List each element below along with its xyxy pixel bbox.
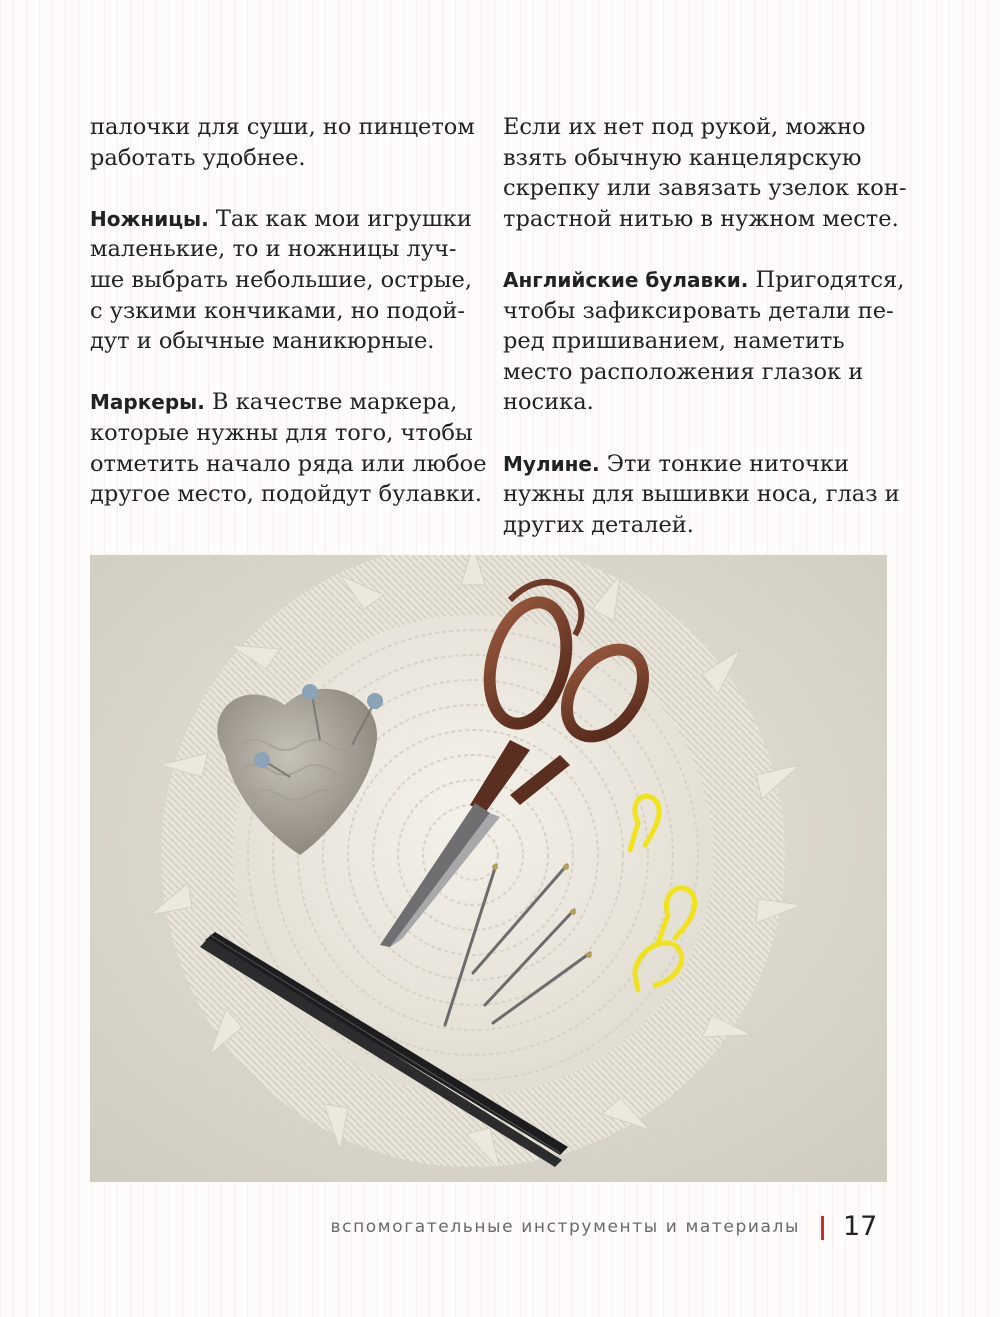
paragraph-text: В качестве маркера, которые нужны для того, чтобы отметить начало ряда или любое другое место, подойдут булавки. — [90, 389, 487, 508]
footer-separator — [821, 1216, 824, 1240]
text-column-right — [503, 112, 913, 571]
paragraph-text: Эти тонкие ниточки нужны для вышивки носа, глаз и других деталей. — [503, 450, 900, 538]
paragraph-safety-pins — [503, 265, 913, 418]
term-scissors: Ножницы. — [90, 206, 209, 231]
pin-head — [367, 693, 383, 709]
pin-head — [302, 684, 318, 700]
text-column-left — [90, 112, 490, 540]
paragraph-text: Если их нет под рукой, можно взять обычную канцелярскую скрепку или завязать узелок кон-трастной нитью в нужном месте. — [503, 114, 907, 232]
tools-photo — [90, 555, 887, 1182]
paragraph-scissors — [90, 204, 490, 357]
paragraph-floss — [503, 449, 913, 541]
page-number: 17 — [843, 1211, 878, 1242]
term-floss: Мулине. — [503, 451, 600, 476]
term-safety-pins: Английские булавки. — [503, 267, 749, 292]
paragraph — [503, 112, 913, 234]
running-footer-title: вспомогательные инструменты и материалы — [330, 1217, 800, 1237]
paragraph-text: палочки для суши, но пинцетом работать удобнее. — [90, 114, 475, 171]
paragraph — [90, 112, 490, 173]
page-footer — [0, 1213, 1000, 1243]
term-markers: Маркеры. — [90, 390, 205, 415]
paragraph-text: Пригодятся, чтобы зафиксировать детали пе-ред пришиванием, наметить место расположения глазок и носика. — [503, 266, 905, 416]
paragraph-markers — [90, 387, 490, 509]
pin-head — [254, 752, 270, 768]
paragraph-text: Так как мои игрушки маленькие, то и ножницы луч-ше выбрать небольшие, острые, с узкими кончиками, но подой-дут и обычные маникюрные. — [90, 205, 473, 355]
